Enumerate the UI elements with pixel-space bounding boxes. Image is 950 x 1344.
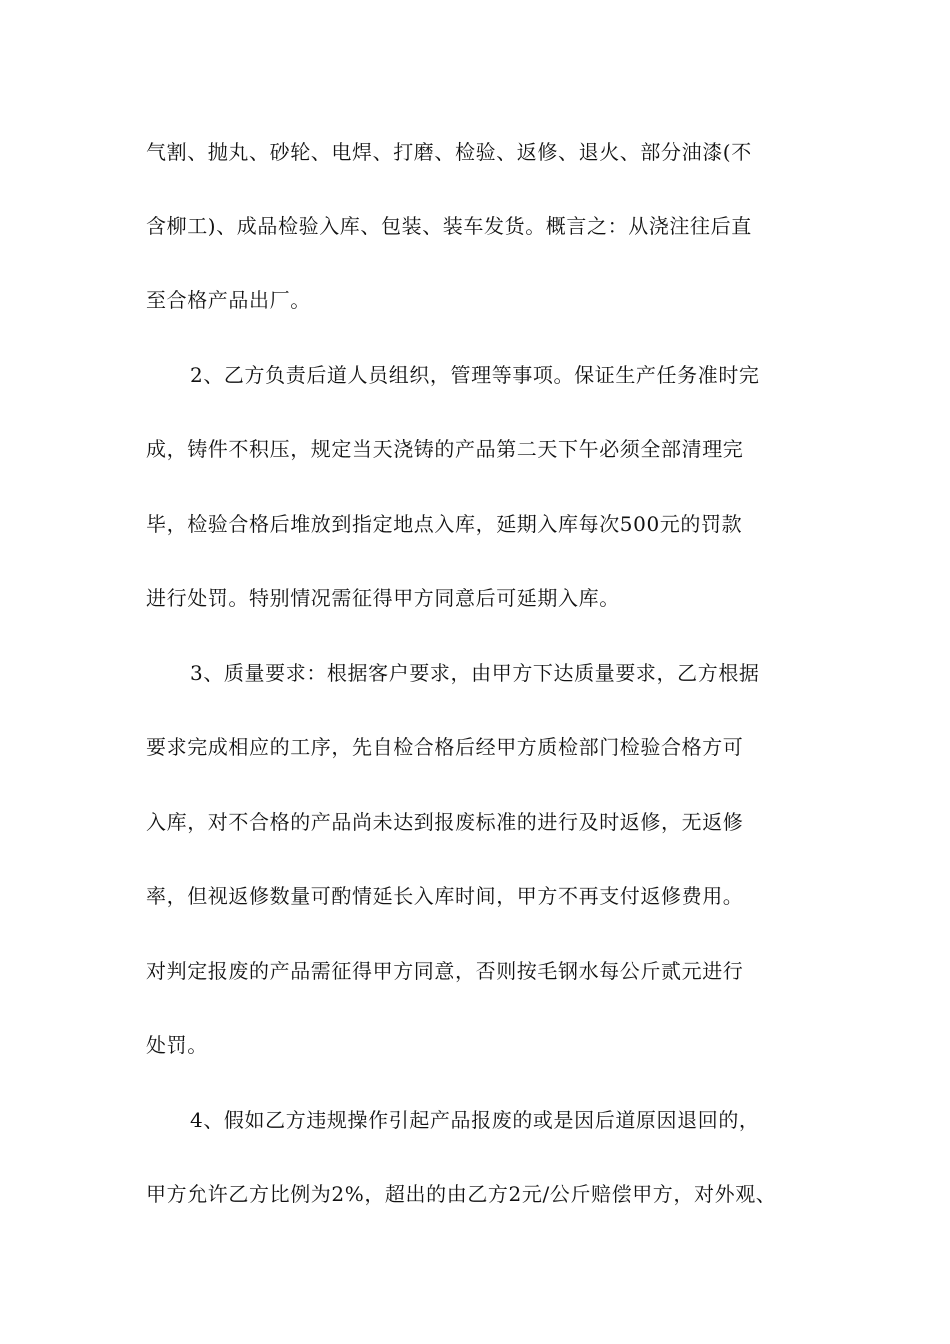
paragraph-3-start: 3、质量要求：根据客户要求，由甲方下达质量要求，乙方根据 [190, 661, 760, 685]
text-line: 毕，检验合格后堆放到指定地点入库，延期入库每次500元的罚款 [146, 512, 743, 536]
paragraph-2-start: 2、乙方负责后道人员组织，管理等事项。保证生产任务准时完 [190, 363, 760, 387]
text-line: 处罚。 [146, 1033, 208, 1057]
text-line: 要求完成相应的工序，先自检合格后经甲方质检部门检验合格方可 [146, 735, 744, 759]
paragraph-4-start: 4、假如乙方违规操作引起产品报废的或是因后道原因退回的， [190, 1108, 760, 1132]
text-line: 含柳工)、成品检验入库、包装、装车发货。概言之：从浇注往后直 [146, 214, 752, 238]
text-line: 对判定报废的产品需征得甲方同意，否则按毛钢水每公斤贰元进行 [146, 959, 744, 983]
text-line: 进行处罚。特别情况需征得甲方同意后可延期入库。 [146, 586, 620, 610]
text-line: 气割、抛丸、砂轮、电焊、打磨、检验、返修、退火、部分油漆(不 [146, 140, 752, 164]
text-line: 成，铸件不积压，规定当天浇铸的产品第二天下午必须全部清理完 [146, 437, 744, 461]
text-line: 率，但视返修数量可酌情延长入库时间，甲方不再支付返修费用。 [146, 884, 744, 908]
text-line: 入库，对不合格的产品尚未达到报废标准的进行及时返修，无返修 [146, 810, 744, 834]
text-line: 至合格产品出厂。 [146, 288, 311, 312]
text-line: 甲方允许乙方比例为2%，超出的由乙方2元/公斤赔偿甲方，对外观、 [146, 1182, 777, 1206]
